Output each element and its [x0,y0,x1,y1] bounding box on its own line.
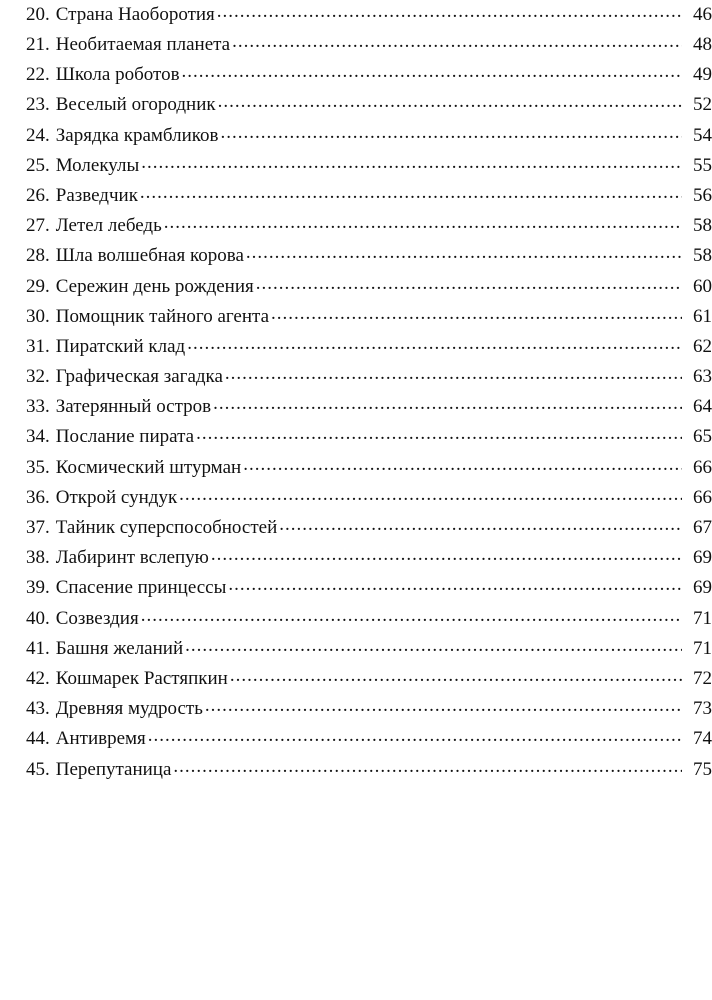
entry-page: 60 [693,275,712,297]
entry-page: 58 [693,245,712,267]
dot-leader [141,601,682,631]
entry-title: Разведчик [55,184,138,206]
dot-leader [164,208,682,238]
dot-leader [271,299,682,329]
entry-title: Необитаемая планета [55,34,231,55]
entry-page: 48 [693,34,712,55]
entry-page: 75 [693,758,712,780]
dot-leader [243,450,682,480]
toc-entry [26,664,712,694]
entry-title: Зарядка крамбликов [55,124,219,146]
entry-number: 40. [26,607,50,629]
entry-title: Графическая загадка [55,366,223,388]
entry-page: 56 [693,184,712,206]
dot-leader [228,570,682,600]
entry-page: 66 [693,486,712,508]
dot-leader [221,118,682,148]
dot-leader [217,0,682,27]
entry-page: 54 [693,124,712,146]
entry-title: Затерянный остров [55,396,212,418]
entry-number: 33. [26,396,50,418]
toc-entry [26,332,712,362]
entry-number: 20. [26,4,50,25]
entry-number: 42. [26,667,50,689]
entry-number: 21. [26,34,50,55]
entry-title: Кошмарек Растяпкин [55,667,228,689]
toc-entry [26,272,712,302]
entry-page: 55 [693,154,712,176]
entry-number: 34. [26,426,50,448]
entry-title: Спасение принцессы [55,577,227,599]
entry-number: 36. [26,486,50,508]
toc-entry [26,362,712,392]
entry-title: Молекулы [55,154,140,176]
entry-title: Перепутаница [55,758,172,780]
entry-number: 41. [26,637,50,659]
entry-title: Созвездия [55,607,139,629]
toc-entry [26,573,712,603]
dot-leader [173,752,682,782]
dot-leader [225,359,682,389]
entry-number: 29. [26,275,50,297]
entry-number: 37. [26,517,50,538]
toc-entry [26,241,712,271]
dot-leader [179,480,682,510]
entry-page: 71 [693,607,712,629]
dot-leader [148,721,682,751]
dot-leader [211,540,682,570]
entry-title: Космический штурман [55,456,242,478]
entry-number: 35. [26,456,50,478]
entry-title: Помощник тайного агента [55,305,269,327]
entry-title: Открой сундук [55,486,178,508]
entry-page: 65 [693,426,712,448]
entry-page: 61 [693,305,712,327]
toc-entry [26,422,712,452]
toc-entry [26,30,712,60]
entry-page: 67 [693,517,712,538]
entry-number: 45. [26,758,50,780]
toc-entry [26,151,712,181]
dot-leader [141,148,682,178]
toc-entry [26,302,712,332]
entry-number: 23. [26,94,50,116]
toc-entry [26,513,712,543]
table-of-contents [26,0,712,785]
entry-title: Тайник суперспособностей [55,517,278,538]
entry-title: Летел лебедь [55,215,162,237]
dot-leader [279,510,682,540]
dot-leader [256,269,682,299]
dot-leader [185,631,682,661]
entry-title: Сережин день рождения [55,275,254,297]
entry-title: Школа роботов [55,64,180,86]
entry-number: 32. [26,366,50,388]
dot-leader [140,178,682,208]
entry-page: 73 [693,698,712,720]
entry-number: 39. [26,577,50,599]
entry-page: 58 [693,215,712,237]
dot-leader [205,691,682,721]
toc-entry [26,483,712,513]
toc-entry [26,121,712,151]
toc-entry [26,543,712,573]
entry-title: Веселый огородник [55,94,216,116]
entry-title: Шла волшебная корова [55,245,244,267]
entry-page: 71 [693,637,712,659]
entry-page: 74 [693,728,712,750]
toc-entry [26,392,712,422]
toc-entry [26,211,712,241]
entry-title: Пиратский клад [55,335,186,357]
entry-page: 69 [693,547,712,569]
dot-leader [232,27,682,57]
entry-page: 69 [693,577,712,599]
entry-page: 46 [693,4,712,25]
dot-leader [230,661,682,691]
entry-title: Древняя мудрость [55,698,203,720]
entry-number: 27. [26,215,50,237]
toc-entry [26,60,712,90]
entry-page: 72 [693,667,712,689]
dot-leader [182,57,682,87]
dot-leader [246,238,682,268]
entry-number: 28. [26,245,50,267]
dot-leader [218,87,682,117]
entry-page: 49 [693,64,712,86]
entry-number: 26. [26,184,50,206]
toc-entry [26,604,712,634]
entry-number: 43. [26,698,50,720]
toc-entry [26,724,712,754]
entry-title: Лабиринт вслепую [55,547,209,569]
entry-page: 64 [693,396,712,418]
dot-leader [187,329,682,359]
entry-page: 63 [693,366,712,388]
dot-leader [213,389,682,419]
entry-page: 66 [693,456,712,478]
toc-entry [26,694,712,724]
entry-page: 52 [693,94,712,116]
entry-title: Послание пирата [55,426,195,448]
entry-title: Антивремя [55,728,146,750]
entry-page: 62 [693,335,712,357]
entry-number: 31. [26,335,50,357]
dot-leader [196,419,682,449]
toc-entry [26,90,712,120]
toc-entry [26,181,712,211]
toc-entry [26,0,712,30]
entry-number: 30. [26,305,50,327]
entry-title: Башня желаний [55,637,184,659]
entry-number: 22. [26,64,50,86]
entry-number: 44. [26,728,50,750]
entry-number: 25. [26,154,50,176]
entry-title: Страна Наоборотия [55,4,215,25]
toc-entry [26,453,712,483]
toc-entry [26,755,712,785]
entry-number: 38. [26,547,50,569]
toc-entry [26,634,712,664]
entry-number: 24. [26,124,50,146]
